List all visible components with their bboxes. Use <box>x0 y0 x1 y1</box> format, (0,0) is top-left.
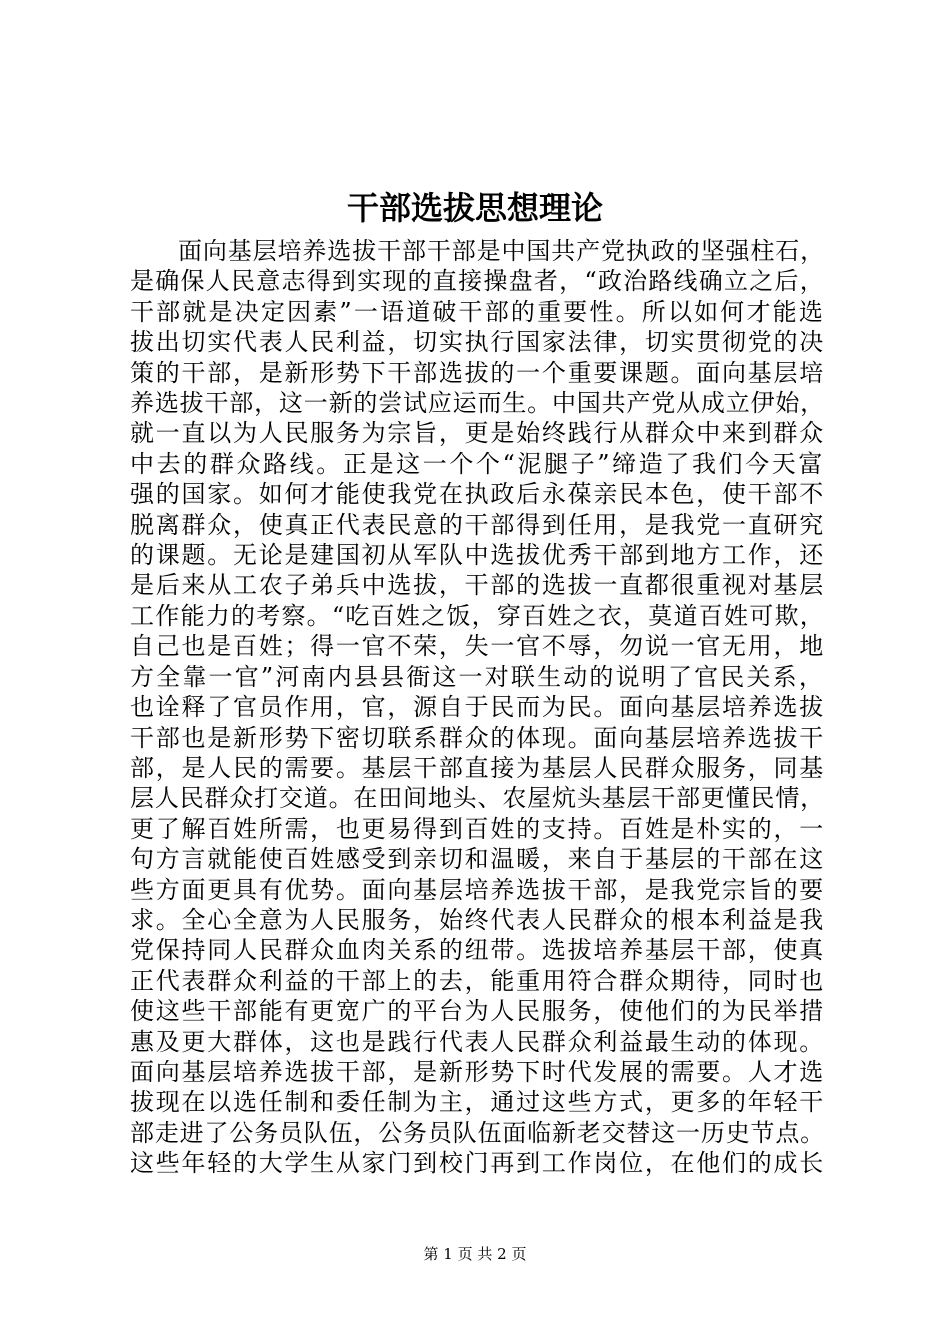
body-line: 干部也是新形势下密切联系群众的体现。面向基层培养选拔干 <box>130 723 825 752</box>
body-line: 脱离群众，使真正代表民意的干部得到任用，是我党一直研究 <box>130 510 825 539</box>
body-line: 面向基层培养选拔干部，是新形势下时代发展的需要。人才选 <box>130 1057 825 1086</box>
body-line: 自己也是百姓；得一官不荣，失一官不辱，勿说一官无用，地 <box>130 632 825 661</box>
body-line: 拔出切实代表人民利益，切实执行国家法律，切实贯彻党的决 <box>130 328 825 357</box>
body-line: 工作能力的考察。“吃百姓之饭，穿百姓之衣，莫道百姓可欺， <box>130 601 825 630</box>
body-line: 拔现在以选任制和委任制为主，通过这些方式，更多的年轻干 <box>130 1088 825 1117</box>
body-line: 面向基层培养选拔干部干部是中国共产党执政的坚强柱石， <box>178 237 825 265</box>
body-line: 干部就是决定因素”一语道破干部的重要性。所以如何才能选 <box>130 297 825 326</box>
body-line: 也诠释了官员作用，官，源自于民而为民。面向基层培养选拔 <box>130 693 825 722</box>
page-footer: 第 1 页 共 2 页 <box>423 1245 527 1263</box>
body-line: 更了解百姓所需，也更易得到百姓的支持。百姓是朴实的，一 <box>130 814 825 843</box>
body-line: 策的干部，是新形势下干部选拔的一个重要课题。面向基层培 <box>130 358 825 387</box>
body-line: 正代表群众利益的干部上的去，能重用符合群众期待，同时也 <box>130 966 825 995</box>
body-line: 使这些干部能有更宽广的平台为人民服务，使他们的为民举措 <box>130 997 825 1026</box>
body-line: 方全靠一官”河南内县县衙这一对联生动的说明了官民关系， <box>130 662 825 691</box>
body-line: 是后来从工农子弟兵中选拔，干部的选拔一直都很重视对基层 <box>130 571 825 600</box>
body-line: 就一直以为人民服务为宗旨，更是始终践行从群众中来到群众 <box>130 419 825 448</box>
document-body <box>130 236 825 1179</box>
body-line: 党保持同人民群众血肉关系的纽带。选拔培养基层干部，使真 <box>130 936 825 965</box>
body-line: 是确保人民意志得到实现的直接操盘者，“政治路线确立之后， <box>130 267 825 296</box>
body-line: 强的国家。如何才能使我党在执政后永葆亲民本色，使干部不 <box>130 480 825 509</box>
body-line: 部走进了公务员队伍，公务员队伍面临新老交替这一历史节点。 <box>130 1118 825 1147</box>
body-line: 这些年轻的大学生从家门到校门再到工作岗位，在他们的成长 <box>130 1149 825 1178</box>
body-line: 些方面更具有优势。面向基层培养选拔干部，是我党宗旨的要 <box>130 875 825 904</box>
body-line: 的课题。无论是建国初从军队中选拔优秀干部到地方工作，还 <box>130 541 825 570</box>
body-line: 养选拔干部，这一新的尝试应运而生。中国共产党从成立伊始， <box>130 389 825 418</box>
body-line: 句方言就能使百姓感受到亲切和温暖，来自于基层的干部在这 <box>130 845 825 874</box>
body-line: 中去的群众路线。正是这一个个“泥腿子”缔造了我们今天富 <box>130 449 825 478</box>
body-line: 惠及更大群体，这也是践行代表人民群众利益最生动的体现。 <box>130 1027 825 1056</box>
body-line: 部，是人民的需要。基层干部直接为基层人民群众服务，同基 <box>130 753 825 782</box>
document-title: 干部选拔思想理论 <box>346 189 603 227</box>
body-line: 层人民群众打交道。在田间地头、农屋炕头基层干部更懂民情， <box>130 784 825 813</box>
body-line: 求。全心全意为人民服务，始终代表人民群众的根本利益是我 <box>130 905 825 934</box>
